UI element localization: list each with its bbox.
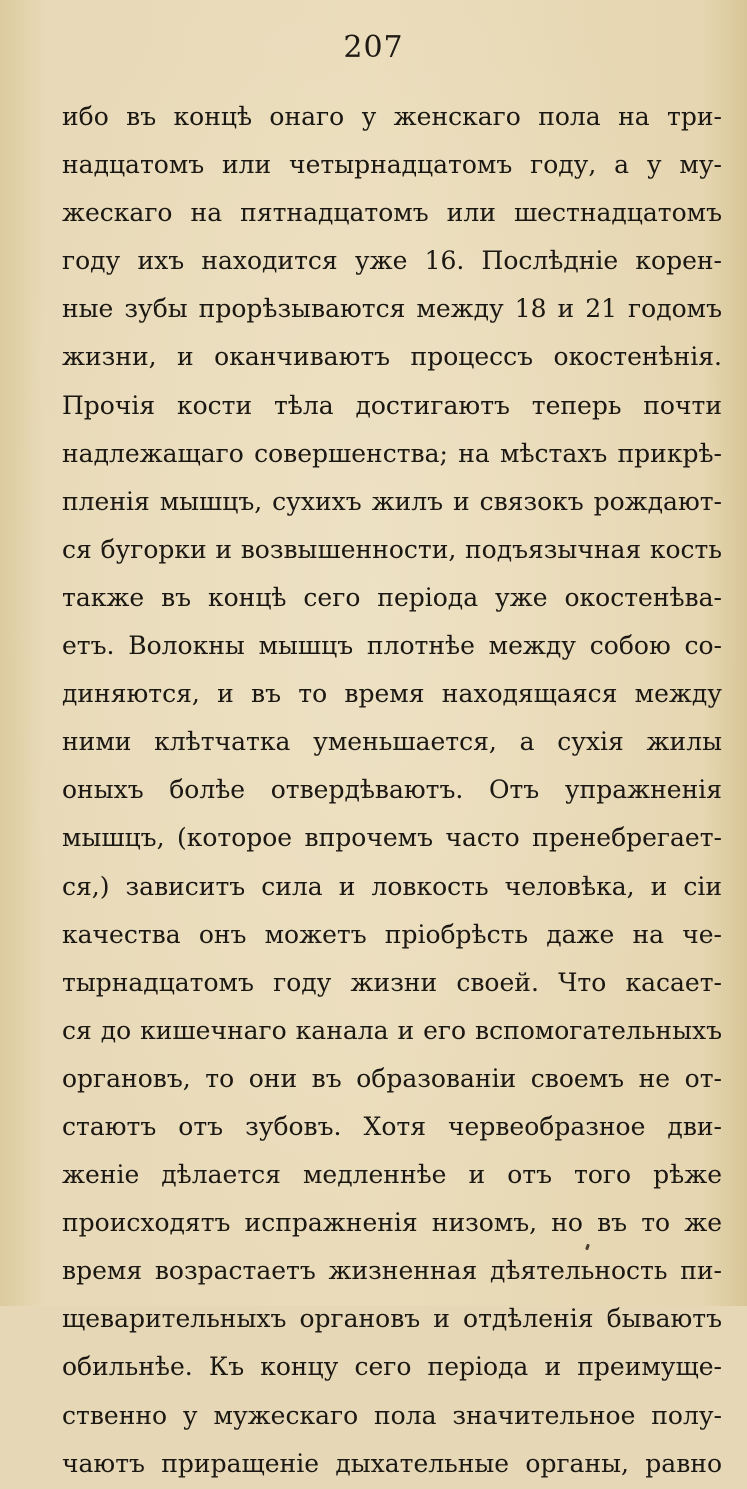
text-line-2: надцатомъ или четырнадцатомъ году, а у му- — [62, 150, 722, 180]
text-line-21: органовъ, то они въ образованіи своемъ не от- — [62, 1063, 722, 1093]
text-line-15: оныхъ болѣе отвердѣваютъ. Отъ упражненія — [62, 775, 722, 805]
text-line-6: жизни, и оканчиваютъ процессъ окостенѣнія. — [62, 342, 722, 372]
body-text — [62, 94, 722, 1489]
text-line-22: стаютъ отъ зубовъ. Хотя червеобразное дви- — [62, 1111, 722, 1141]
text-line-1: ибо въ концѣ онаго у женскаго пола на три- — [62, 102, 722, 131]
text-line-3: жескаго на пятнадцатомъ или шестнадцатомъ — [62, 198, 722, 228]
text-line-9: пленія мышцъ, сухихъ жилъ и связокъ рождают- — [62, 486, 722, 516]
text-line-27: обильнѣе. Къ концу сего періода и преимуще- — [62, 1352, 722, 1382]
text-line-13: диняются, и въ то время находящаяся между — [62, 679, 722, 709]
text-line-10: ся бугорки и возвышенности, подъязычная кость — [62, 534, 722, 564]
text-line-8: надлежащаго совершенства; на мѣстахъ прикрѣ- — [62, 438, 722, 468]
text-line-25: время возрастаетъ жизненная дѣятельность пи- — [62, 1256, 722, 1286]
text-line-26: щеварительныхъ органовъ и отдѣленія бываютъ — [62, 1304, 722, 1334]
text-line-11: также въ концѣ сего періода уже окостенѣва- — [62, 582, 722, 612]
page-number: 207 — [343, 30, 404, 65]
text-line-28: ственно у мужескаго пола значительное полу- — [62, 1400, 722, 1430]
text-line-5: ные зубы прорѣзываются между 18 и 21 годомъ — [62, 294, 722, 324]
text-line-4: году ихъ находится уже 16. Послѣдніе корен- — [62, 246, 722, 276]
text-line-17: ся,) зависитъ сила и ловкость человѣка, и сіи — [62, 871, 722, 901]
text-line-29: чаютъ приращеніе дыхательные органы, равно — [62, 1448, 722, 1478]
text-line-18: качества онъ можетъ пріобрѣсть даже на че- — [62, 919, 722, 949]
text-line-16: мышцъ, (которое впрочемъ часто пренебрегает- — [62, 823, 722, 853]
text-line-14: ними клѣтчатка уменьшается, а сухія жилы — [62, 727, 722, 757]
text-line-12: етъ. Волокны мышцъ плотнѣе между собою со- — [62, 631, 722, 661]
text-line-7: Прочія кости тѣла достигаютъ теперь почти — [62, 390, 722, 420]
text-line-24: происходятъ испражненія низомъ, но въ то же — [62, 1208, 722, 1238]
text-line-23: женіе дѣлается медленнѣе и отъ того рѣже — [62, 1160, 722, 1190]
text-line-20: ся до кишечнаго канала и его вспомогательныхъ — [62, 1015, 722, 1045]
text-line-19: тырнадцатомъ году жизни своей. Что касает- — [62, 967, 722, 997]
